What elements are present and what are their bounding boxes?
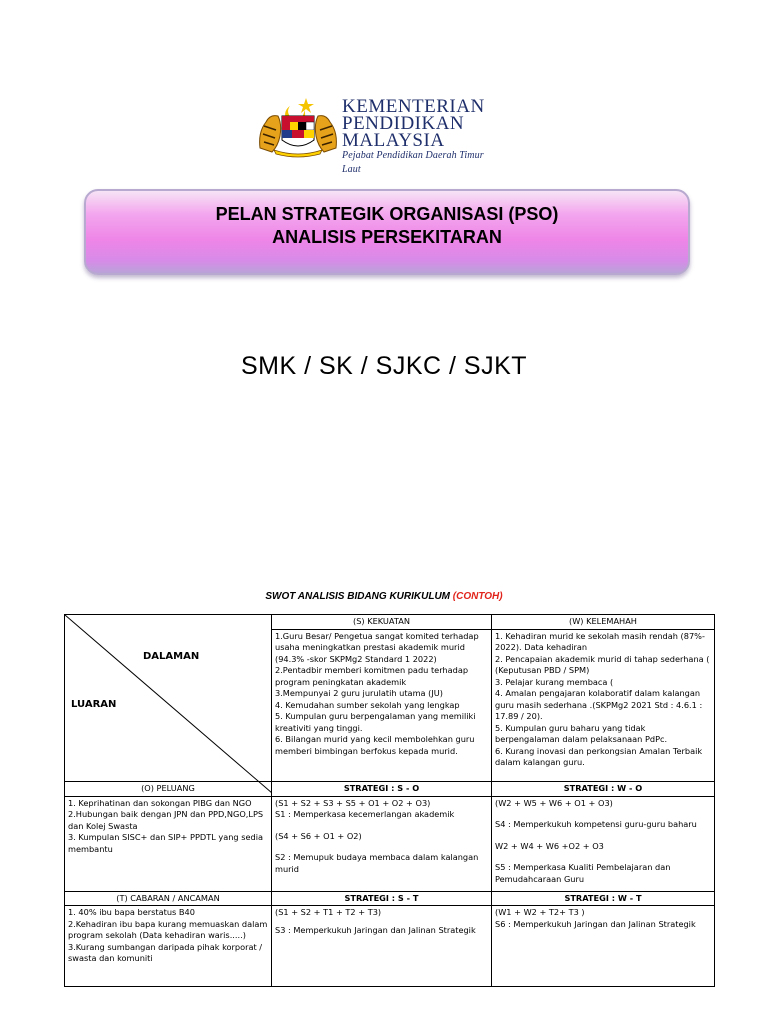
swot-title [0,591,768,602]
list-item: 2.Kehadiran ibu bapa kurang memuaskan dalam program sekolah (Data kehadiran waris.....) [68,918,268,940]
list-item: 3. Kumpulan SISC+ dan SIP+ PPDTL yang sedia membantu [68,832,264,854]
logo-line-2: PENDIDIKAN [342,113,465,134]
st-strategy-cell [272,906,492,987]
logo-line-1: KEMENTERIAN [342,96,485,117]
strengths-header: (S) KEKUATAN [272,615,492,630]
wo-strategy-cell [492,796,715,891]
strategy-item: S5 : Memperkasa Kualiti Pembelajaran dan Pemudahcaraan Guru [495,862,671,884]
weaknesses-header: (W) KELEMAHAH [492,615,715,630]
st-strategy-header: STRATEGI : S - T [272,891,492,906]
list-item: 4. Kemudahan sumber sekolah yang lengkap [275,699,460,710]
opportunities-header: (O) PELUANG [65,782,272,797]
list-item: 2.Pentadbir memberi komitmen padu terhadap program peningkatan akademik [275,665,469,687]
banner-title-line-2: ANALISIS PERSEKITARAN [272,227,502,247]
wt-strategy-cell [492,906,715,987]
swot-title-main: SWOT ANALISIS BIDANG KURIKULUM [265,591,451,602]
list-item: 5. Kumpulan guru baharu yang tidak berpengalaman dalam pelaksanaan PdPc. [495,722,668,744]
weaknesses-cell [492,629,715,782]
list-item: 6. Kurang inovasi dan perkongsian Amalan Terbaik dalam kalangan guru. [495,745,703,767]
logo-subtitle: Pejabat Pendidikan Daerah Timur Laut [342,150,484,175]
list-item: 1. 40% ibu bapa berstatus B40 [68,907,195,917]
so-strategy-cell [272,796,492,891]
strategy-combo: (W1 + W2 + T2+ T3 ) [495,907,585,917]
so-strategy-header: STRATEGI : S - O [272,782,492,797]
swot-title-tag: (CONTOH) [452,591,503,602]
wt-strategy-header: STRATEGI : W - T [492,891,715,906]
list-item: 1. Keprihatinan dan sokongan PIBG dan NGO [68,797,252,808]
strategy-combo: (S1 + S2 + S3 + S5 + O1 + O2 + O3) [275,797,431,808]
luaran-label: LUARAN [71,699,117,710]
dalaman-label: DALAMAN [143,651,200,662]
swot-table [64,614,715,987]
list-item: 3. Pelajar kurang membaca ( [495,676,614,687]
list-item: 2. Pencapaian akademik murid di tahap sederhana ( (Keputusan PBD / SPM) [495,653,710,675]
list-item: 5. Kumpulan guru berpengalaman yang memiliki kreativiti yang tinggi. [275,711,476,733]
strategy-combo: W2 + W4 + W6 +O2 + O3 [495,840,604,851]
strategy-combo: (S4 + S6 + O1 + O2) [275,830,362,841]
list-item: 3.Mempunyai 2 guru jurulatih utama (JU) [275,688,443,698]
corner-cell [65,615,272,782]
strategy-item: S6 : Memperkukuh Jaringan dan Jalinan Strategik [495,918,696,929]
title-banner [84,189,690,275]
list-item: 1. Kehadiran murid ke sekolah masih rendah (87%- 2022). Data kehadiran [495,630,705,652]
banner-title-line-1: PELAN STRATEGIK ORGANISASI (PSO) [215,204,559,224]
kpm-logo [256,96,486,175]
threats-cell [65,906,272,987]
strategy-item: S2 : Memupuk budaya membaca dalam kalangan murid [275,852,479,874]
logo-line-3: MALAYSIA [342,130,445,151]
school-types-heading: SMK / SK / SJKC / SJKT [240,352,528,380]
list-item: 4. Amalan pengajaran kolaboratif dalam kalangan guru masih sederhana .(SKPMg2 2021 Std : 4.6.1 : 17.89 / 20). [495,688,703,721]
kpm-wordmark [342,98,486,177]
strategy-combo: (S1 + S2 + T1 + T2 + T3) [275,907,382,917]
list-item: 6. Bilangan murid yang kecil membolehkan guru memberi bimbingan berfokus kepada murid. [275,734,475,756]
list-item: 2.Hubungan baik dengan JPN dan PPD,NGO,LPS dan Kolej Swasta [68,809,264,831]
strengths-cell [272,629,492,782]
list-item: 1.Guru Besar/ Pengetua sangat komited terhadap usaha meningkatkan prestasi akademik murid (94.3% -skor SKPMg2 Standard 1 2022) [275,630,479,664]
strategy-combo: (W2 + W5 + W6 + O1 + O3) [495,797,613,808]
strategy-item: S1 : Memperkasa kecemerlangan akademik [275,809,455,819]
list-item: 3.Kurang sumbangan daripada pihak korporat / swasta dan komuniti [68,941,263,963]
strategy-item: S3 : Memperkukuh Jaringan dan Jalinan Strategik [275,924,476,935]
threats-header: (T) CABARAN / ANCAMAN [65,891,272,906]
malaysia-coat-of-arms-icon [256,96,340,158]
wo-strategy-header: STRATEGI : W - O [492,782,715,797]
strategy-item: S4 : Memperkukuh kompetensi guru-guru baharu [495,819,697,829]
opportunities-cell [65,796,272,891]
